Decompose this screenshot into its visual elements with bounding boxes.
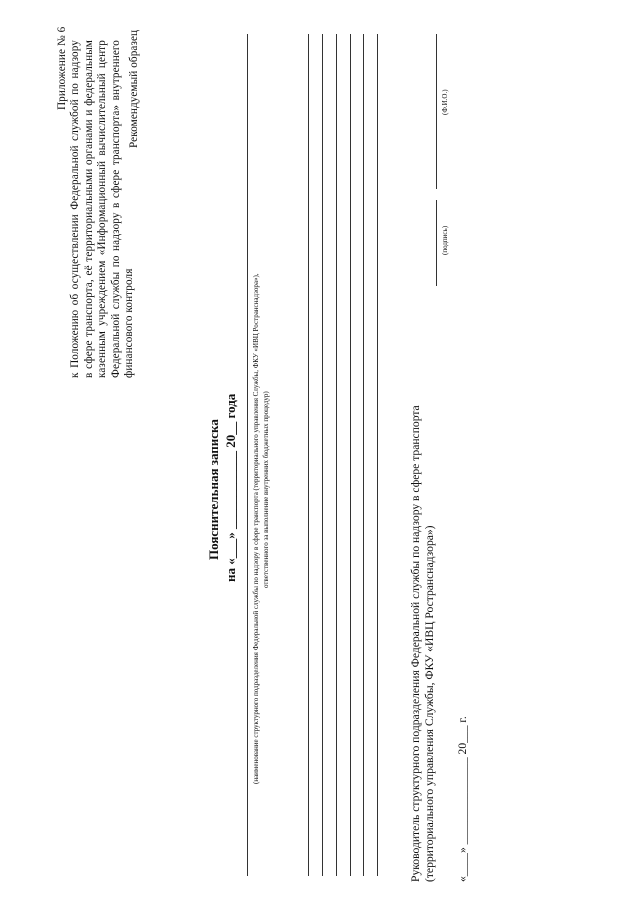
blank-line (322, 34, 323, 876)
attachment-text-line: к Положению об осуществлении Федеральной службой по надзору (69, 40, 81, 378)
attachment-text-line: в сфере транспорта, её территориальными органами и федеральным (83, 40, 95, 378)
blank-line (336, 34, 337, 876)
signature-label: (подпись) (441, 225, 449, 255)
name-line (436, 34, 437, 189)
signature-date: «____» _______________ 20___ г. (456, 716, 469, 882)
document-title: Пояснительная записка (206, 419, 221, 560)
attachment-text-line: финансового контроля (123, 268, 135, 378)
blank-line (350, 34, 351, 876)
name-label: (Ф.И.О.) (441, 89, 449, 115)
blank-line (363, 34, 364, 876)
sample-note: Рекомендуемый образец (128, 29, 140, 148)
blank-line (377, 34, 378, 876)
report-date-line: на «___» ____________ 20__ года (223, 393, 238, 582)
department-caption: (наименование структурного подразделения Федеральной службы по надзору в сфере транспорта (территориального управления Службы, ФКУ «ИВЦ Ространснадзора»), (252, 273, 260, 784)
blank-line (308, 34, 309, 876)
department-name-line (247, 34, 248, 876)
signatory-title: Руководитель структурного подразделения Федеральной службы по надзору в сфере транспорта (409, 405, 422, 882)
attachment-text-line: Федеральной службы по надзору в сфере транспорта» внутреннего (110, 40, 122, 378)
signatory-title-cont: (территориального управления Службы, ФКУ «ИВЦ Ространснадзора») (423, 525, 436, 882)
attachment-text-line: казенным учреждением «Информационный вычислительный центр (96, 40, 108, 378)
department-caption-cont: ответственного за выполнение внутренних бюджетных процедур) (262, 391, 270, 588)
signature-line (436, 200, 437, 286)
attachment-number: Приложение № 6 (56, 26, 68, 110)
